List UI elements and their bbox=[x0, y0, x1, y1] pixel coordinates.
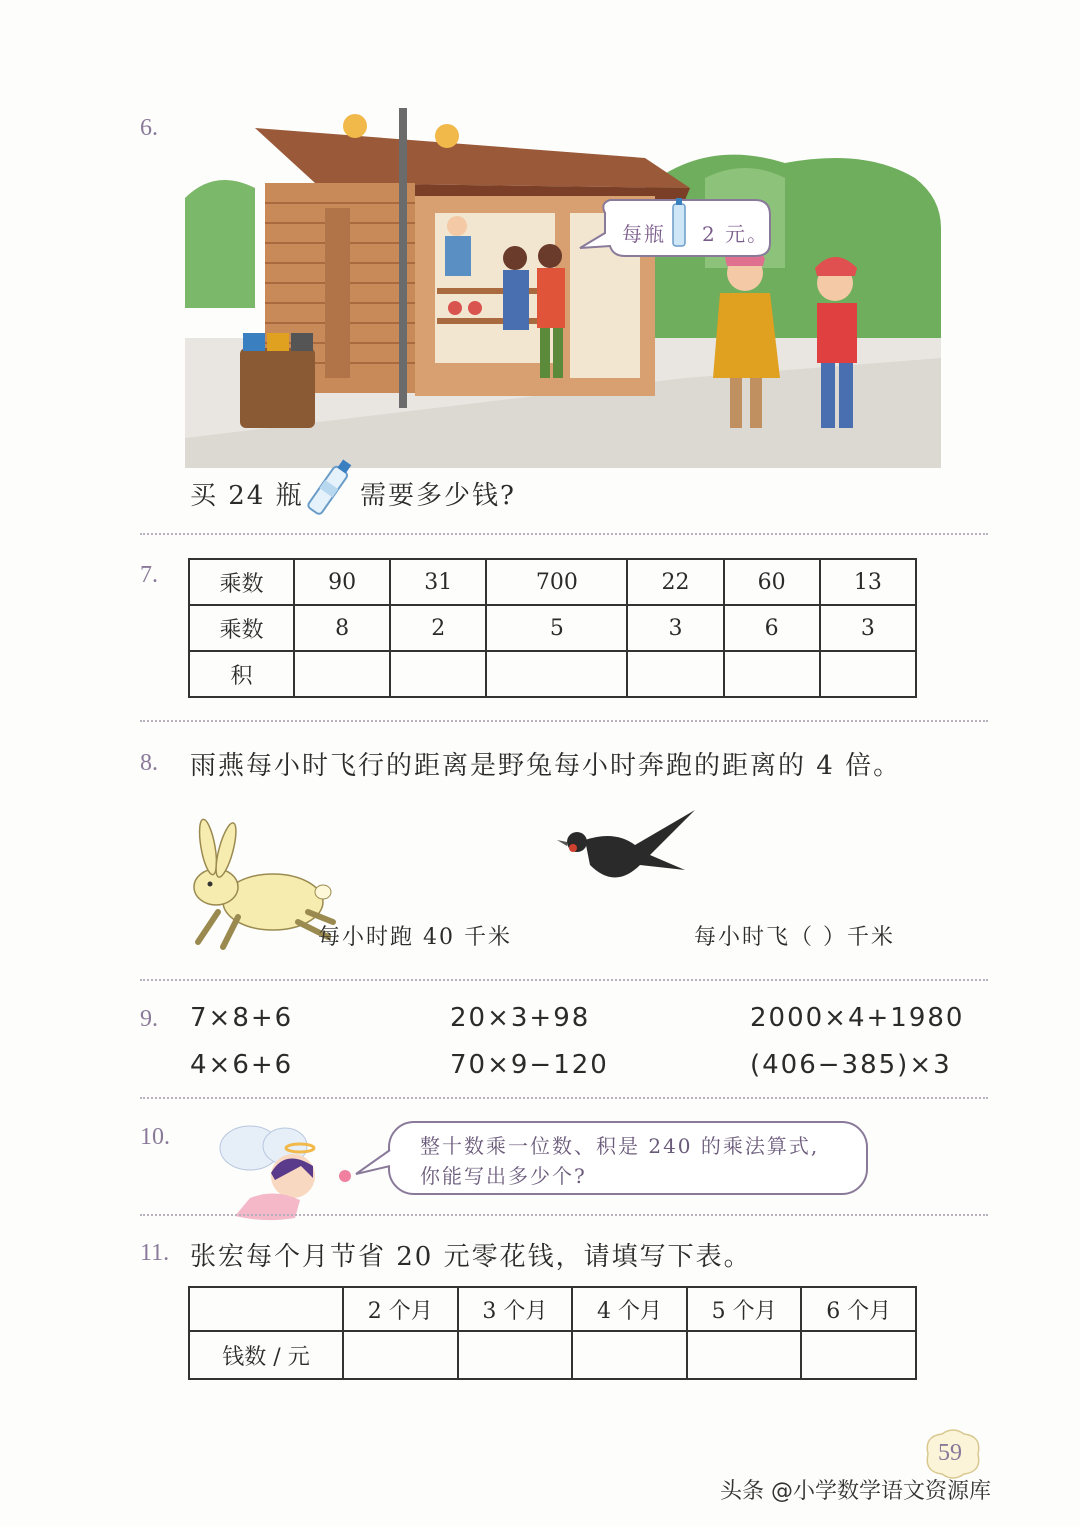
q10-number: 10. bbox=[140, 1124, 170, 1150]
q8-text: 雨燕每小时飞行的距离是野兔每小时奔跑的距离的 4 倍。 bbox=[190, 751, 902, 781]
table-cell: 22 bbox=[627, 559, 723, 605]
swift-speed-label: 每小时飞（ ）千米 bbox=[694, 925, 895, 950]
divider bbox=[140, 1097, 988, 1099]
divider bbox=[140, 979, 988, 981]
product-cell bbox=[294, 651, 390, 697]
swift-illustration bbox=[555, 800, 700, 890]
q6-question-start: 买 24 瓶 bbox=[190, 481, 304, 511]
kiosk-illustration bbox=[185, 108, 941, 468]
table-cell: 60 bbox=[724, 559, 820, 605]
q9-number: 9. bbox=[140, 1006, 158, 1032]
answer-cell bbox=[343, 1331, 458, 1379]
answer-cell bbox=[687, 1331, 802, 1379]
table-cell: 90 bbox=[294, 559, 390, 605]
expression: 4×6+6 bbox=[190, 1050, 294, 1080]
q10-line2: 你能写出多少个? bbox=[420, 1164, 587, 1188]
product-cell bbox=[486, 651, 627, 697]
divider bbox=[140, 533, 988, 535]
expression: (406−385)×3 bbox=[750, 1050, 952, 1080]
angel-illustration bbox=[205, 1118, 355, 1228]
table-cell: 3 bbox=[820, 605, 916, 651]
table-cell: 8 bbox=[294, 605, 390, 651]
rabbit-illustration bbox=[178, 812, 338, 962]
answer-cell bbox=[801, 1331, 916, 1379]
bottle-icon bbox=[300, 452, 360, 522]
expression: 2000×4+1980 bbox=[750, 1003, 965, 1033]
q10-line1: 整十数乘一位数、积是 240 的乘法算式, bbox=[420, 1134, 820, 1158]
q6-number: 6. bbox=[140, 115, 158, 141]
table-cell: 2 bbox=[390, 605, 486, 651]
price-bubble-text: 每瓶 bbox=[622, 222, 666, 246]
divider bbox=[140, 720, 988, 722]
q11-number: 11. bbox=[140, 1240, 170, 1266]
q8-number: 8. bbox=[140, 750, 158, 776]
q6-question-end: 需要多少钱? bbox=[360, 481, 516, 511]
product-cell bbox=[724, 651, 820, 697]
q11-text: 张宏每个月节省 20 元零花钱，请填写下表。 bbox=[190, 1242, 752, 1272]
product-cell bbox=[390, 651, 486, 697]
product-cell bbox=[627, 651, 723, 697]
price-bubble-price: 2 元。 bbox=[702, 222, 770, 246]
expression: 7×8+6 bbox=[190, 1003, 294, 1033]
multiplication-table bbox=[188, 558, 917, 698]
table-header: 3 个月 bbox=[458, 1287, 573, 1331]
table-header: 2 个月 bbox=[343, 1287, 458, 1331]
table-header: 6 个月 bbox=[801, 1287, 916, 1331]
table-row-label: 积 bbox=[189, 651, 294, 697]
table-cell: 3 bbox=[627, 605, 723, 651]
answer-cell bbox=[572, 1331, 687, 1379]
answer-cell bbox=[458, 1331, 573, 1379]
product-cell bbox=[820, 651, 916, 697]
table-cell: 13 bbox=[820, 559, 916, 605]
expression: 20×3+98 bbox=[450, 1003, 591, 1033]
table-header-blank bbox=[189, 1287, 343, 1331]
rabbit-speed-label: 每小时跑 40 千米 bbox=[318, 925, 512, 950]
table-header: 4 个月 bbox=[572, 1287, 687, 1331]
page-number: 59 bbox=[938, 1440, 962, 1466]
table-cell: 6 bbox=[724, 605, 820, 651]
q7-number: 7. bbox=[140, 562, 158, 588]
table-cell: 700 bbox=[486, 559, 627, 605]
table-header: 5 个月 bbox=[687, 1287, 802, 1331]
divider bbox=[140, 1214, 988, 1216]
expression: 70×9−120 bbox=[450, 1050, 609, 1080]
table-row-label: 乘数 bbox=[189, 605, 294, 651]
watermark: 头条 @小学数学语文资源库 bbox=[720, 1479, 991, 1504]
table-cell: 31 bbox=[390, 559, 486, 605]
table-row-label: 钱数 / 元 bbox=[189, 1331, 343, 1379]
table-row-label: 乘数 bbox=[189, 559, 294, 605]
savings-table bbox=[188, 1286, 917, 1380]
table-cell: 5 bbox=[486, 605, 627, 651]
bubble-tail bbox=[354, 1148, 394, 1178]
